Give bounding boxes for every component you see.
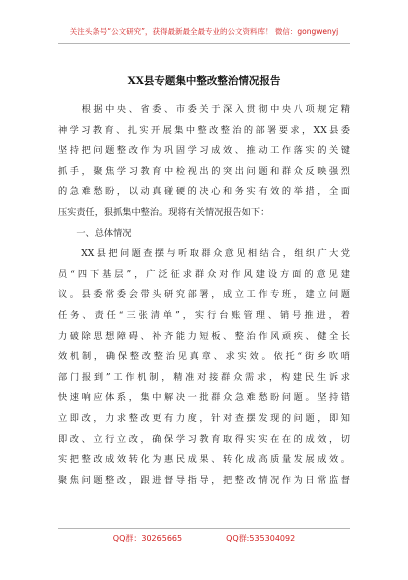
body-line: 部门报到”工作机制，精准对接群众需求，构建民生诉求 bbox=[58, 371, 350, 383]
footer-qq-group-1: QQ群：30265665 bbox=[112, 534, 183, 543]
header-divider bbox=[58, 43, 350, 44]
body-line: 聚焦问题整改，跟进督导指导，把整改情况作为日常监督 bbox=[58, 474, 350, 486]
body-line: 根据中央、省委、市委关于深入贯彻中央八项规定精 bbox=[58, 104, 350, 115]
body-line: 即改、立行立改，确保学习教育取得实实在在的成效，切 bbox=[58, 433, 350, 445]
body-line: 神学习教育、扎实开展集中整改整治的部署要求，XX县委 bbox=[58, 124, 350, 136]
header-note: 关注头条号“公文研究”，获得最新最全最专业的公文资料库！ 微信：gongwenyj bbox=[69, 27, 339, 36]
body-line: 快速响应体系，集中解决一批群众急难愁盼问题。坚持错 bbox=[58, 392, 350, 404]
section-heading: 一、总体情况 bbox=[58, 227, 132, 239]
document-title: XX县专题集中整改整治情况报告 bbox=[127, 75, 281, 87]
body-line: 坚持把问题整改作为巩固学习成效、推动工作落实的关键 bbox=[58, 145, 350, 157]
body-line: 员“四下基层”，广泛征求群众对作风建设方面的意见建 bbox=[58, 268, 350, 280]
body-line: 的急难愁盼，以动真碰硬的决心和务实有效的举措，全面 bbox=[58, 186, 350, 198]
body-line: 效机制，确保整改整治见真章、求实效。依托“街乡吹哨 bbox=[58, 351, 350, 363]
footer bbox=[0, 533, 408, 544]
footer-qq-group-2: QQ群:535304092 bbox=[226, 534, 296, 543]
document-body bbox=[58, 100, 350, 491]
body-line: XX县把问题查摆与听取群众意见相结合，组织广大党 bbox=[58, 248, 350, 260]
body-line: 力破除思想障碍、补齐能力短板、整治作风顽疾、健全长 bbox=[58, 330, 350, 342]
body-line: 立即改，力求整改更有力度，针对查摆发现的问题，即知 bbox=[58, 412, 350, 424]
body-line: 抓手，聚焦学习教育中检视出的突出问题和群众反映强烈 bbox=[58, 165, 350, 177]
body-line: 议。县委常委会带头研究部署，成立工作专班，建立问题 bbox=[58, 289, 350, 301]
footer-divider bbox=[58, 528, 350, 529]
body-line: 任务、责任“三张清单”，实行台账管理、销号推进，着 bbox=[58, 309, 350, 321]
body-line: 实把整改成效转化为惠民成果、转化成高质量发展成效。 bbox=[58, 454, 350, 466]
body-line: 压实责任，狠抓集中整治。现将有关情况报告如下： bbox=[58, 206, 270, 218]
